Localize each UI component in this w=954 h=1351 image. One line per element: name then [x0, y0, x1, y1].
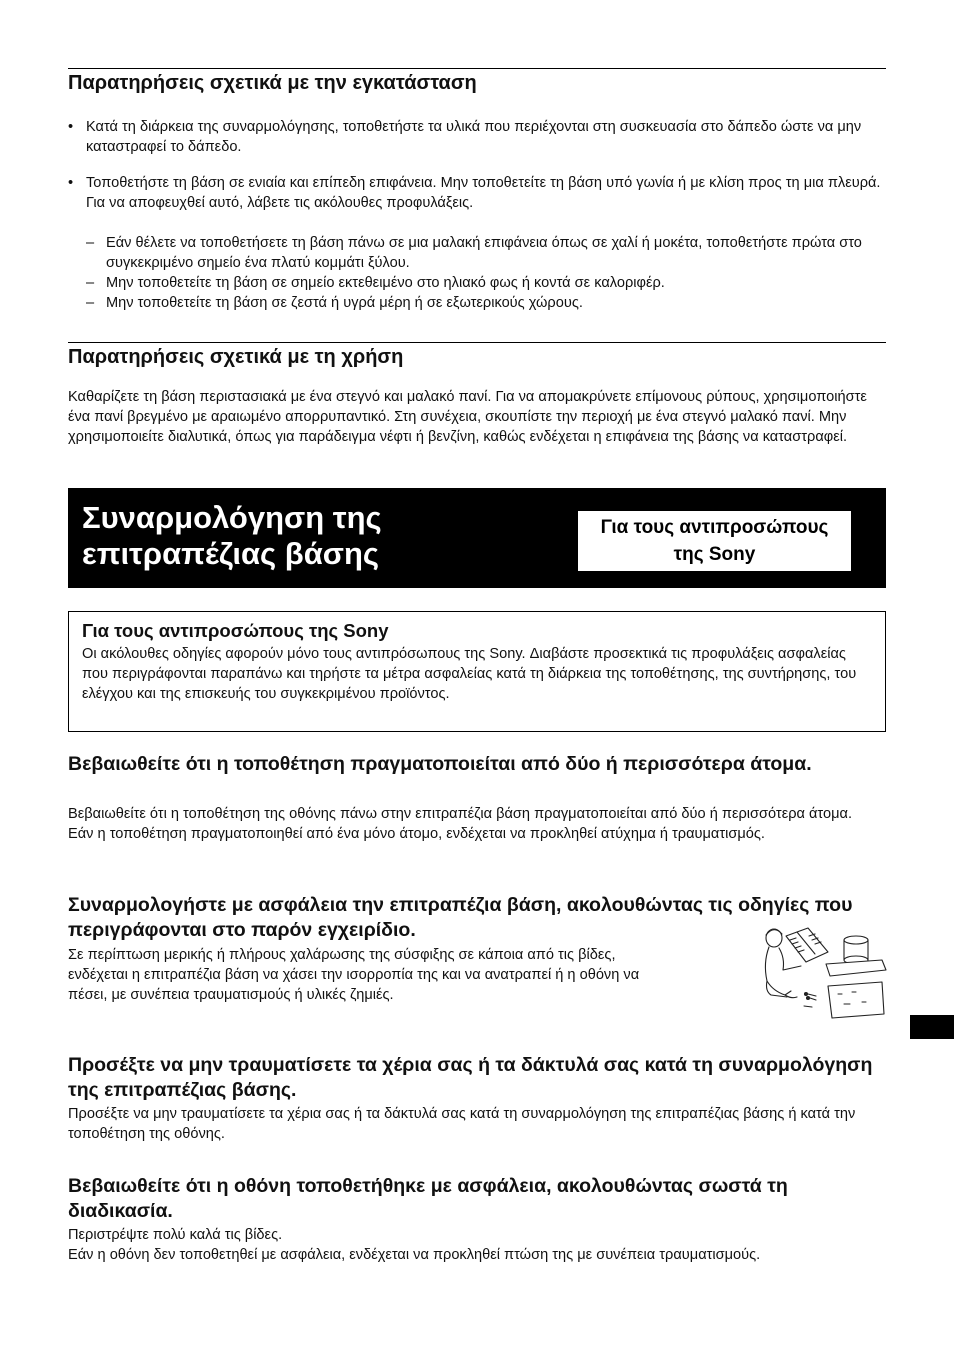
install-bullet-1: • Κατά τη διάρκεια της συναρμολόγησης, τοποθετήστε τα υλικά που περιέχονται στη συσκευασία στο δάπεδο ώστε να μην καταστραφεί το δάπεδο. — [68, 117, 886, 157]
language-thumb-tab — [910, 1015, 954, 1039]
banner-title-line-1: Συναρμολόγηση της — [82, 500, 382, 535]
install-section-header — [68, 68, 886, 95]
precaution-item-3: – Μην τοποθετείτε τη βάση σε ζεστά ή υγρά μέρη ή σε εξωτερικούς χώρους. — [86, 293, 886, 313]
badge-line-1: Για τους αντιπροσώπους — [600, 517, 829, 538]
install-bullet-2: • Τοποθετήστε τη βάση σε ενιαία και επίπεδη επιφάνεια. Μην τοποθετείτε τη βάση υπό γωνία ή με κλίση προς τη μια πλευρά. Για να αποφευχθεί αυτό, λάβετε τις ακόλουθες προφυλάξεις. — [68, 173, 886, 213]
usage-body: Καθαρίζετε τη βάση περιστασιακά με ένα στεγνό και μαλακό πανί. Για να απομακρύνετε επίμονους ρύπους, χρησιμοποιήστε ένα πανί βρεγμένο με αραιωμένο απορρυπαντικό. Στη συνέχεια, σκουπίστε την περιοχή με ένα στεγνό μαλακό πανί. Μην χρησιμοποιείτε διαλυτικά, όπως για παράδειγμα νέφτι ή βενζίνη, καθώς ενδέχεται η επιφάνεια της βάσης να καταστραφεί. — [68, 389, 867, 445]
precaution-item-1: – Εάν θέλετε να τοποθετήσετε τη βάση πάνω σε μια μαλακή επιφάνεια όπως σε χαλί ή μοκέτα, τοποθετήστε πρώτα στο συγκεκριμένο σημείο ένα πλατύ κομμάτι ξύλου. — [86, 233, 886, 273]
install-section-title: Παρατηρήσεις σχετικά με την εγκατάσταση — [68, 72, 477, 94]
warning-1-body: Βεβαιωθείτε ότι η τοποθέτηση της οθόνης πάνω στην επιτραπέζια βάση πραγματοποιείται από δύο ή περισσότερα άτομα. Εάν η τοποθέτηση πραγματοποιηθεί από ένα μόνο άτομο, ενδέχεται να προκληθεί ατύχημα ή τραυματισμός. — [68, 806, 852, 842]
dealer-notice-box — [68, 611, 886, 732]
assembly-banner — [68, 488, 886, 588]
warning-4-body — [68, 1225, 828, 1265]
warning-3-title: Προσέξτε να μην τραυματίσετε τα χέρια σας ή τα δάκτυλά σας κατά τη συναρμολόγηση της επιτραπέζιας βάσης. — [68, 1054, 873, 1101]
warning-4-title: Βεβαιωθείτε ότι η οθόνη τοποθετήθηκε με ασφάλεια, ακολουθώντας σωστά τη διαδικασία. — [68, 1175, 788, 1222]
usage-section-title: Παρατηρήσεις σχετικά με τη χρήση — [68, 346, 404, 368]
install-bullet-list — [68, 117, 886, 229]
notice-title: Για τους αντιπροσώπους της Sony — [82, 620, 389, 641]
warning-4-body-line-1: Περιστρέψτε πολύ καλά τις βίδες. — [68, 1227, 283, 1243]
warning-3-body: Προσέξτε να μην τραυματίσετε τα χέρια σας ή τα δάκτυλά σας κατά τη συναρμολόγηση της επιτραπέζιας βάσης ή κατά την τοποθέτηση της οθόνης. — [68, 1106, 856, 1142]
precaution-item-2: – Μην τοποθετείτε τη βάση σε σημείο εκτεθειμένο στο ηλιακό φως ή κοντά σε καλοριφέρ. — [86, 273, 886, 293]
notice-body: Οι ακόλουθες οδηγίες αφορούν μόνο τους αντιπρόσωπους της Sony. Διαβάστε προσεκτικά τις προφυλάξεις ασφαλείας που περιγράφονται παραπάνω και τηρήστε τα μέτρα ασφαλείας κατά τη διάρκεια της τοποθέτησης, της συντήρησης, του ελέγχου και της επισκευής του συγκεκριμένου προϊόντος. — [82, 646, 857, 702]
install-precaution-list — [86, 233, 886, 313]
warning-4-body-line-2: Εάν η οθόνη δεν τοποθετηθεί με ασφάλεια, ενδέχεται να προκληθεί πτώση της με συνέπεια τραυματισμούς. — [68, 1247, 761, 1263]
banner-title-line-2: επιτραπέζιας βάσης — [82, 536, 380, 571]
banner-title — [82, 500, 522, 572]
dealers-badge — [578, 511, 851, 571]
warning-1-title: Βεβαιωθείτε ότι η τοποθέτηση πραγματοποιείται από δύο ή περισσότερα άτομα. — [68, 753, 812, 775]
badge-line-2: της Sony — [673, 544, 756, 565]
warning-2-body: Σε περίπτωση μερικής ή πλήρους χαλάρωσης της σύσφιξης σε κάποια από τις βίδες, ενδέχεται η επιτραπέζια βάση να χάσει την ισορροπία της και να ανατραπεί ή η οθόνη να πέσει, με συνέπεια τραυματισμούς ή υλικές ζημιές. — [68, 947, 640, 1003]
warning-2-title: Συναρμολογήστε με ασφάλεια την επιτραπέζια βάση, ακολουθώντας τις οδηγίες που περιγράφονται στο παρόν εγχειρίδιο. — [68, 894, 853, 941]
usage-section-header — [68, 342, 886, 369]
manual-reading-illustration — [752, 924, 887, 1019]
